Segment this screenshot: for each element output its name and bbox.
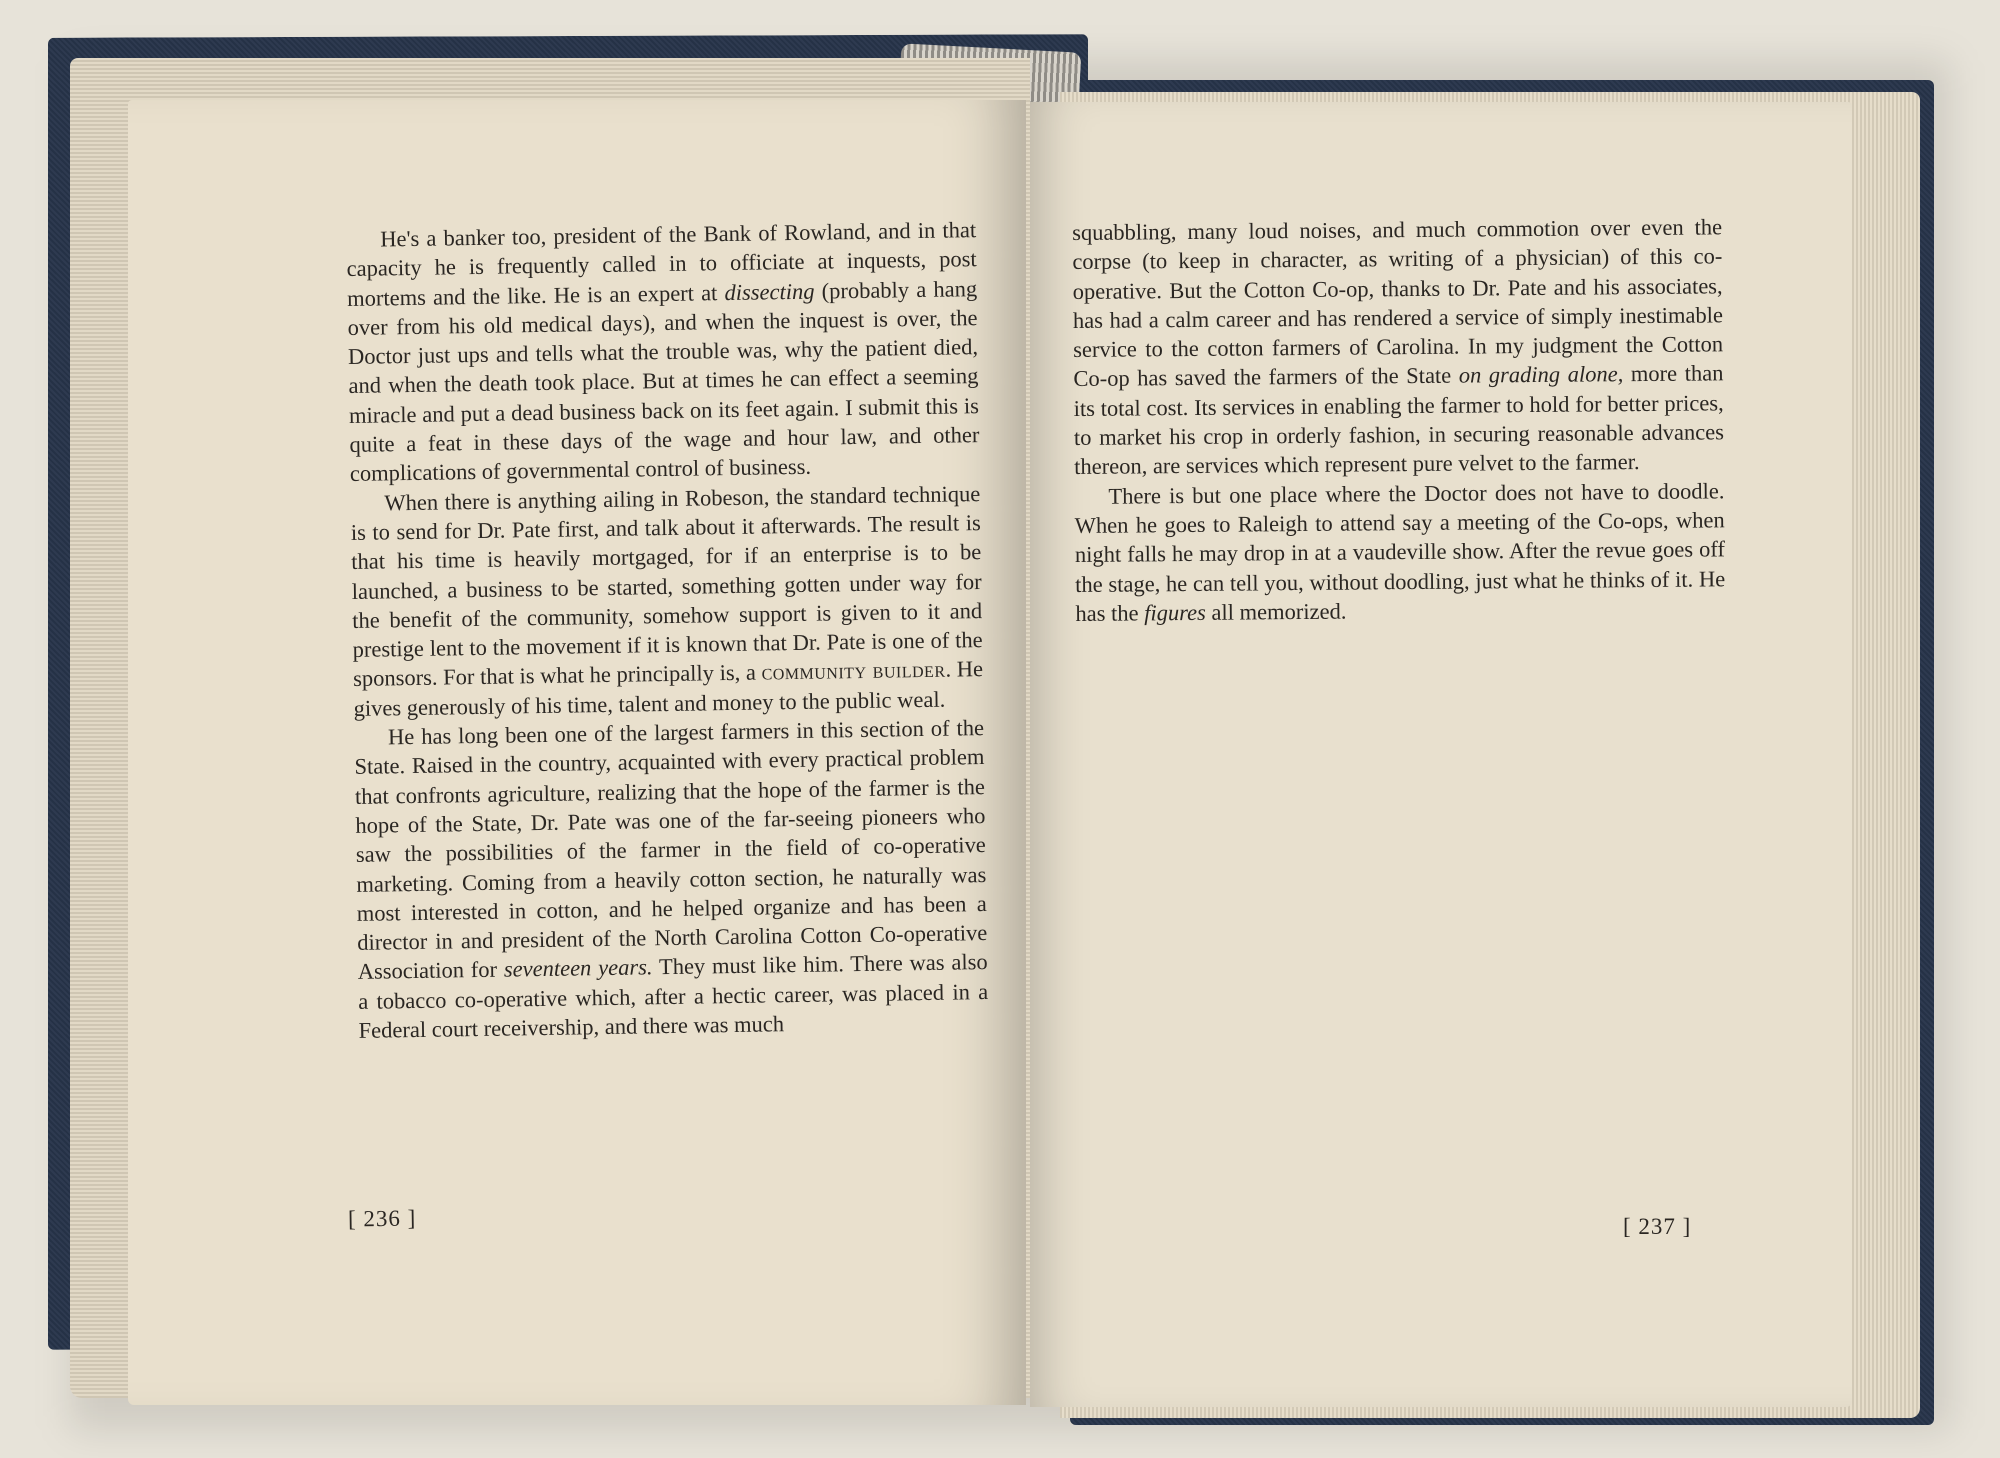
right-paragraph-2: There is but one place where the Doctor does not have to doodle. When he goes to Raleigh to attend say a meeting of the Co-ops, when night falls he may drop in at a vaudeville show. After the revue goes off the stage, he can tell you, without doodling, just what he thinks of it. He has the figures all memorized. [1074,477,1726,626]
right-paragraph-1: squabbling, many loud noises, and much commotion over even the corpse (to keep in character, as writing of a physician) of this co-operative. But the Cotton Co-op, thanks to Dr. Pate and his associates, has had a calm career and has rendered a service of simply inestimable service to the cotton farmers of Carolina. In my judgment the Cotton Co-op has saved the farmers of the State on grading alone, more than its total cost. Its services in enabling the farmer to hold for better prices, to market his crop in orderly fashion, in securing reasonable advances thereon, are services which represent pure velvet to the farmer. [1072,214,1725,480]
left-page [128,100,1026,1405]
left-paragraph-3: He has long been one of the largest farmers in this section of the State. Raised in the country, acquainted with every practical problem that confronts agriculture, realizing that the hope of the farmer is the hope of the State, Dr. Pate was one of the far-seeing pioneers who saw the possibilities of the farmer in the field of co-operative marketing. Coming from a heavily cotton section, he naturally was most interested in cotton, and he helped organize and has been a director in and president of the North Carolina Cotton Co-operative Association for seventeen years. They must like him. There was also a tobacco co-operative which, after a hectic career, was placed in a Federal court receivership, and there was much [354,715,989,1043]
right-page-body [1072,212,1726,628]
left-paragraph-1: He's a banker too, president of the Bank of Rowland, and in that capacity he is frequently called in to officiate at inquests, post mortems and the like. He is an expert at dissecting (probably a hang over from his old medical days), and when the inquest is over, the Doctor just ups and tells what the trouble was, why the patient died, and when the death took place. But at times he can effect a seeming miracle and put a dead business back on its feet again. I submit this is quite a feat in these days of the wage and hour law, and other complications of governmental control of business. [346,217,980,487]
page-number-right: [ 237 ] [1623,1214,1692,1239]
page-number-left: [ 236 ] [347,1205,417,1232]
left-paragraph-2: When there is anything ailing in Robeson, the standard technique is to send for Dr. Pate first, and talk about it afterwards. The result is that his time is heavily mortgaged, for if an enterprise is to be launched, a business to be started, something gotten under way for the benefit of the community, somehow support is given to it and prestige lent to the movement if it is known that Dr. Pate is one of the sponsors. For that is what he principally is, a community builder. He gives generously of his time, talent and money to the public weal. [350,480,984,721]
right-page [1030,102,1852,1407]
left-page-body [346,215,989,1045]
